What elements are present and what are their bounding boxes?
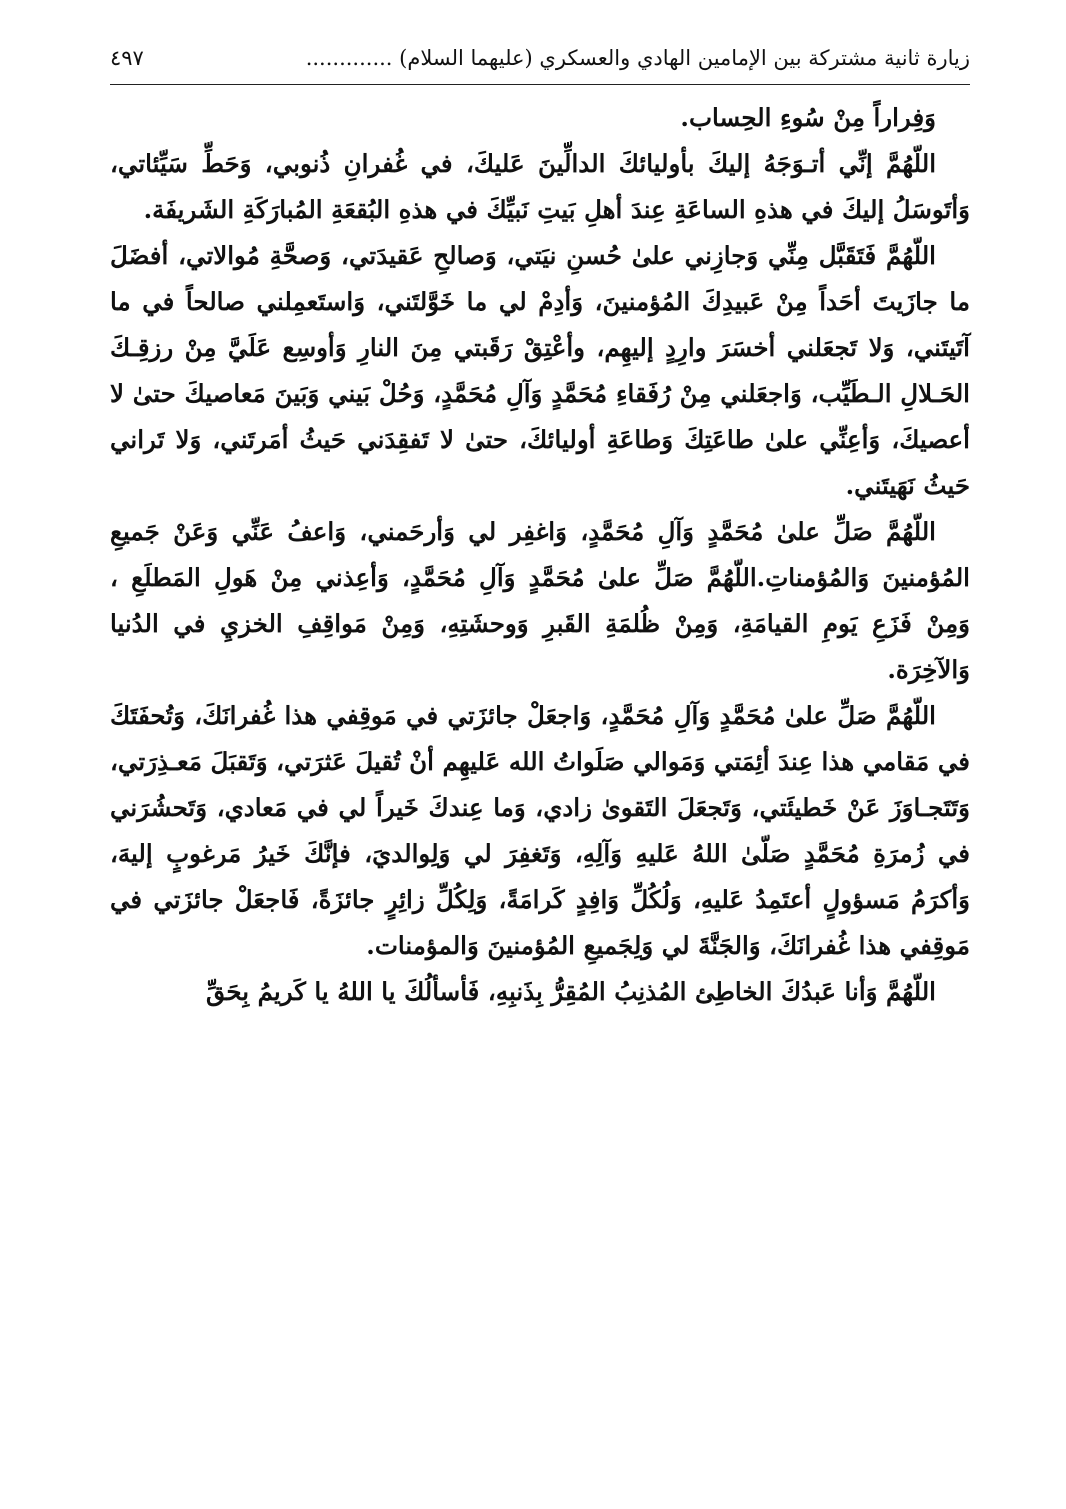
header-title: زيارة ثانية مشتركة بين الإمامين الهادي والعسكري (عليهما السلام) ............. <box>305 46 970 70</box>
paragraph: اللّهُمَّ صَلِّ علىٰ مُحَمَّدٍ وَآلِ مُحَمَّدٍ، وَاغفِر لي وَأرحَمني، وَاعفُ عَنِّي وَعَنْ جَميعِ المُؤمنينَ وَالمُؤمناتِ.اللّهُمَّ صَلِّ علىٰ مُحَمَّدٍ وَآلِ مُحَمَّدٍ، وَأعِذني مِنْ هَولِ المَطلَعِ ، وَمِنْ فَزَعِ يَومِ القيامَةِ، وَمِنْ ظُلمَةِ القَبرِ وَوحشَتِهِ، وَمِنْ مَواقِفِ الخزيِ في الدُنيا وَالآخِرَة. <box>110 517 970 684</box>
paragraph: اللّهُمَّ فَتَقَبَّل مِنِّي وَجازِني علىٰ حُسنِ نيَتي، وَصالحِ عَقيدَتي، وَصحَّةِ مُوالاتي، أفضَلَ ما جازَيتَ أحَداً مِنْ عَبيدِكَ المُؤمنينَ، وَأدِمْ لي ما خَوَّلتَني، وَاستَعمِلني صالحاً في ما آتَيتَني، وَلا تَجعَلني أخسَرَ وارِدٍ إليهِم، وأعْتِقْ رَقَبتي مِنَ النارِ وَأوسِع عَلَيَّ مِنْ رزقِـكَ الحَـلالِ الـطَيِّب، وَاجعَلني مِنْ رُفَقاءِ مُحَمَّدٍ وَآلِ مُحَمَّدٍ، وَحُلْ بَيني وَبَينَ مَعاصيكَ حتىٰ لا أعصيكَ، وَأعِنِّي علىٰ طاعَتِكَ وَطاعَةِ أوليائكَ، حتىٰ لا تَفقِدَني حَيثُ أمَرتَني، وَلا تَراني حَيثُ نَهَيتَني. <box>110 241 970 500</box>
book-page <box>110 38 970 1015</box>
paragraph: اللّهُمَّ إنِّي أتـوَجَهُ إليكَ بأوليائكَ الدالِّينَ عَليكَ، في غُفرانِ ذُنوبي، وَحَطِّ سَيِّئاتي، وَأتَوسَلُ إليكَ في هذهِ الساعَةِ عِندَ أهلِ بَيتِ نَبيِّكَ في هذهِ البُقعَةِ المُبارَكَةِ الشَريفَة. <box>110 149 970 224</box>
prayer-text <box>110 95 970 1015</box>
header-divider <box>110 84 970 85</box>
page-number: ٤٩٧ <box>110 46 144 70</box>
paragraph: اللّهُمَّ صَلِّ علىٰ مُحَمَّدٍ وَآلِ مُحَمَّدٍ، وَاجعَلْ جائزَتي في مَوقِفي هذا غُفرانَكَ، وَتُحفَتَكَ في مَقامي هذا عِندَ أئِمَتي وَمَوالي صَلَواتُ الله عَليهِم أنْ تُقيلَ عَثرَتي، وَتَقبَلَ مَعـذِرَتي، وَتَتَجـاوَزَ عَنْ خَطيئَتي، وَتَجعَلَ التَقوىٰ زادي، وَما عِندكَ خَيراً لي في مَعادي، وَتَحشُرَني في زُمرَةِ مُحَمَّدٍ صَلّىٰ اللهُ عَليهِ وَآلِهِ، وَتَغفِرَ لي وَلِوالديَ، فإنَّكَ خَيرُ مَرغوبٍ إليهَ، وَأكرَمُ مَسؤولٍ أعتَمِدُ عَليهِ، وَلُكُلِّ وَافِدٍ كَرامَةً، وَلِكُلِّ زائِرٍ جائزَةً، فَاجعَلْ جائزَتي في مَوقِفي هذا غُفرانَكَ، وَالجَنَّةَ لي وَلِجَميعِ المُؤمنينَ وَالمؤمنات. <box>110 701 970 960</box>
running-header <box>110 38 970 78</box>
paragraph: وَفِراراً مِنْ سُوءِ الحِساب. <box>680 103 936 132</box>
paragraph: اللّهُمَّ وَأنا عَبدُكَ الخاطِئ المُذنِبُ المُقِرُّ بِذَنبِهِ، فَأسألُكَ يا اللهُ يا كَريمُ بِحَقِّ <box>206 977 936 1006</box>
